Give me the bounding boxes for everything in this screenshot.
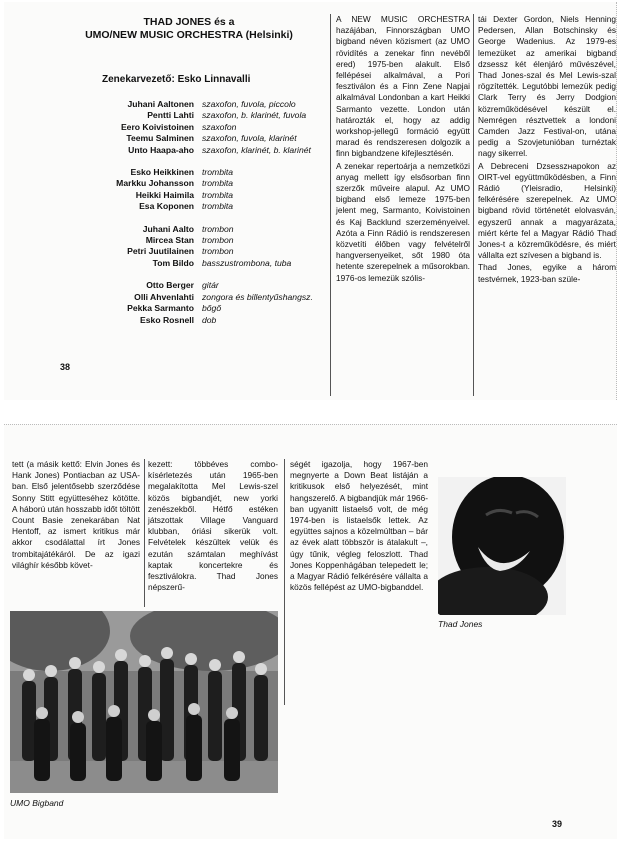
member-instrument: szaxofon, b. klarinét, fuvola xyxy=(202,110,307,121)
paragraph: ségét igazolja, hogy 1967-ben megnyerte a Down Beat listáján a kritikusok első helyezését, mint hangszerelő. A bigbandjük már 1966-ban ugyanitt listaelső volt, de még 1974-ben is listaelsők lettek. Az együttes sajnos a közelmúltban – bár az évek alatt többször is átalakult –, úgy tűnik, végleg feloszlott. Thad Jones Koppenhágában telepedett le; a Magyar Rádió felkérésére vállalta a közös fellépést az UMO-bigbanddel. xyxy=(290,459,428,593)
member-name: Pekka Sarmanto xyxy=(127,303,194,314)
member-instrument: dob xyxy=(202,314,217,325)
member-name: Pentti Lahti xyxy=(147,110,194,121)
member-instrument: bőgő xyxy=(202,303,222,314)
roster-row xyxy=(44,133,313,144)
paragraph: A Debreceni Dzsesszнapokon az OIRT-vel együttműködésben, a Finn Rádió (Yleisradio, Helsinki) felkérésére szerepelnek. Az UMO bigband rövid történetét elolvasván, egyszerű annak a magyarázata, miért kérte fel a Magyar Rádió Thad Jones-t a közreműködésre, és miért vállalta ezt szívesen a bigband is. xyxy=(478,160,616,261)
member-name: Mircea Stan xyxy=(145,235,194,246)
member-name: Teemu Salminen xyxy=(126,133,194,144)
member-name: Markku Johansson xyxy=(116,178,194,189)
roster-row xyxy=(44,315,313,326)
roster-row xyxy=(44,178,313,189)
member-name: Olli Ahvenlahti xyxy=(134,291,194,302)
member-instrument: basszustrombona, tuba xyxy=(202,257,292,268)
article-column-1 xyxy=(336,14,470,284)
page-39 xyxy=(4,424,617,839)
paragraph: tett (a másik kettő: Elvin Jones és Hank Jones) Pontiacban az USA-ban. Első jelentősebb szerződése Sonny Stitt együtteséhez kötötte. A háború után hosszabb időt töltött Count Basie zenekarában Nat Hentoff, az ismert kritikus már akkor csodálattal írt Jones trombitajátékáról. De az igazi világhír később követ- xyxy=(12,459,140,570)
member-instrument: trombon xyxy=(202,246,234,257)
roster-row xyxy=(44,235,313,246)
paragraph: A zenekar repertoárja a nemzetközi anyag mellett így elsősorban finn szerzők műveire alapul. Az UMO bigband első lemeze 1975-ben jelent meg, Sarmanto, Koivistoinen és Kaj Backlund szerzeményeivel. Azóta a Finn Rádió is rendszeresen közvetíti élőben vagy felvételről hangversenyeiket, sőt 1980 óta hetente szerepelnek a műsorokban. 1976-os lemezük szólis- xyxy=(336,160,470,283)
member-name: Tom Bildo xyxy=(152,257,194,268)
member-name: Esko Heikkinen xyxy=(130,167,194,178)
member-name: Unto Haapa-aho xyxy=(128,144,194,155)
roster-row xyxy=(44,280,313,291)
page-number: 38 xyxy=(60,362,71,372)
portrait-photo xyxy=(438,477,566,615)
member-instrument: trombon xyxy=(202,223,234,234)
roster xyxy=(44,99,313,337)
article-column-1 xyxy=(12,459,140,571)
portrait-image xyxy=(438,477,566,615)
roster-row xyxy=(44,167,313,178)
article-column-2 xyxy=(148,459,278,593)
member-instrument: szaxofon xyxy=(202,121,237,132)
column-divider xyxy=(330,14,331,396)
roster-group xyxy=(44,99,313,156)
paragraph: tái Dexter Gordon, Niels Henning Pedersen, Allan Botschinsky és George Wadenius. Az 1979-es lemezüket az amerikai bigband dzsessz két élenjáró művészével, Thad Jones-szal és Mel Lewis-szal rögzítették. Legutóbbi lemezük pedig Clark Terry és Jerry Dodgion közreműködésével készült el. Nemrégen résztvettek a londoni Camden Jazz Festival-on, utána pedig a Szovjetunióban turnéztak nagy sikerrel. xyxy=(478,14,616,159)
page-header xyxy=(48,16,330,42)
roster-row xyxy=(44,201,313,212)
header-line-2: UMO/NEW MUSIC ORCHESTRA (Helsinki) xyxy=(85,29,293,41)
portrait-caption: Thad Jones xyxy=(438,619,483,629)
paragraph: kezett: többéves combo-kísérletezés után 1965-ben megalakította Mel Lewis-szel közös bigbandjét, new yorki zenészekből. Hétfő estéken játszottak Village Vanguard klubban, óriási sikerük volt. Felvételek készültek velük és ezután számtalan meghívást kaptak koncertekre és fesztiválokra. Thad Jones népszerű- xyxy=(148,459,278,593)
member-instrument: trombita xyxy=(202,178,234,189)
member-name: Esko Rosnell xyxy=(140,314,194,325)
column-divider xyxy=(284,459,285,705)
column-divider xyxy=(144,459,145,607)
paragraph: A NEW MUSIC ORCHESTRA hazájában, Finnországban UMO bigband néven közismert (az UMO rövidítés a zenekar finn nevéből ered) 1975-ben alakult. Első fellépései alkalmával, a Pori fesztiválon és a Finn Zene Napjai alkalmával Londonban a kart Heikki Sarmanto vezette. London után határozták el, hogy az addig workshop-jellegű formáció együtt marad és rendszeresen dolgozik a finn bigbandzene kifejlesztésén. xyxy=(336,14,470,159)
paragraph: Thad Jones, egyike a három testvérnek, 1923-ban szüle- xyxy=(478,262,616,284)
roster-group xyxy=(44,280,313,326)
roster-row xyxy=(44,110,313,121)
conductor-line: Zenekarvezető: Esko Linnavalli xyxy=(102,74,251,85)
member-instrument: zongora és billentyűshangsz. xyxy=(202,291,313,302)
page-number: 39 xyxy=(552,819,563,829)
roster-row xyxy=(44,292,313,303)
member-instrument: szaxofon, fuvola, klarinét xyxy=(202,133,297,144)
article-column-3 xyxy=(290,459,428,593)
roster-group xyxy=(44,167,313,213)
member-instrument: szaxofon, fuvola, piccolo xyxy=(202,99,296,109)
member-name: Heikki Haimila xyxy=(135,189,194,200)
roster-group xyxy=(44,224,313,270)
roster-row xyxy=(44,258,313,269)
member-instrument: trombita xyxy=(202,167,234,178)
roster-row xyxy=(44,99,313,110)
member-name: Petri Juutilainen xyxy=(127,246,194,257)
header-line-1: THAD JONES és a xyxy=(143,16,235,28)
band-photo xyxy=(10,611,278,793)
roster-row xyxy=(44,122,313,133)
article-column-2 xyxy=(478,14,616,285)
roster-row xyxy=(44,303,313,314)
member-name: Juhani Aaltonen xyxy=(127,99,194,109)
member-instrument: szaxofon, klarinét, b. klarinét xyxy=(202,144,311,155)
roster-row xyxy=(44,246,313,257)
member-name: Eero Koivistoinen xyxy=(120,121,194,132)
member-name: Juhani Aalto xyxy=(142,223,194,234)
member-instrument: trombita xyxy=(202,189,234,200)
page-38 xyxy=(4,2,617,400)
roster-row xyxy=(44,145,313,156)
member-instrument: trombon xyxy=(202,235,234,246)
member-name: Otto Berger xyxy=(146,280,194,291)
band-photo-caption: UMO Bigband xyxy=(10,798,64,808)
column-divider xyxy=(473,14,474,396)
roster-row xyxy=(44,190,313,201)
member-instrument: gitár xyxy=(202,280,219,291)
roster-row xyxy=(44,224,313,235)
member-name: Esa Koponen xyxy=(139,201,194,212)
member-instrument: trombita xyxy=(202,201,234,212)
band-photo-image xyxy=(10,611,278,793)
